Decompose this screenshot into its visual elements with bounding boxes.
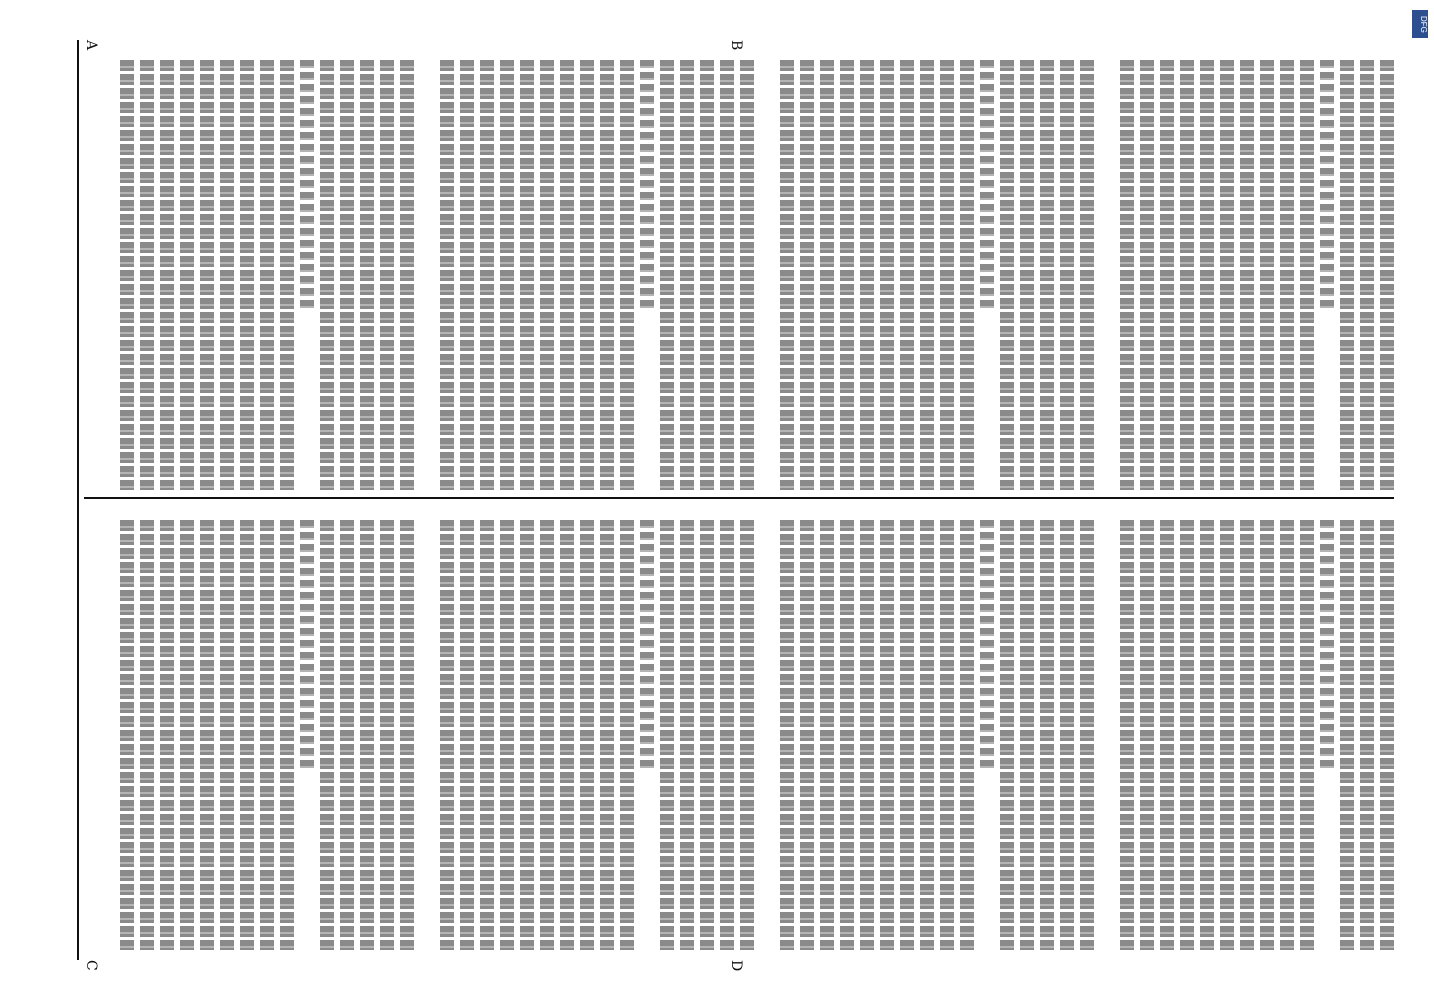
text-line: [1260, 60, 1274, 490]
text-line: [1360, 60, 1374, 490]
text-line: [1300, 60, 1314, 490]
text-line: [860, 520, 874, 950]
text-line: [1040, 60, 1054, 490]
text-line: [1280, 60, 1294, 490]
text-line: [460, 520, 474, 950]
text-line: [340, 60, 354, 490]
text-line: [1180, 60, 1194, 490]
text-line: [1040, 520, 1054, 950]
text-line: [1220, 520, 1234, 950]
text-line: [620, 520, 634, 950]
text-line: [960, 520, 974, 950]
text-line: [800, 60, 814, 490]
text-line: [880, 520, 894, 950]
text-line: [140, 60, 154, 490]
text-line: [580, 60, 594, 490]
text-line: [680, 60, 694, 490]
text-line: [860, 60, 874, 490]
text-line: [180, 520, 194, 950]
text-line: [1320, 60, 1334, 309]
text-line: [660, 60, 674, 490]
text-line: [400, 520, 414, 950]
text-line: [160, 60, 174, 490]
digitization-note: [1410, 20, 1430, 660]
dfg-logo: DFG: [1412, 10, 1428, 38]
text-line: [940, 520, 954, 950]
text-line: [1080, 60, 1094, 490]
marker-c: C: [83, 960, 99, 971]
text-line: [880, 60, 894, 490]
text-line: [460, 60, 474, 490]
text-line: [760, 520, 774, 950]
text-line: [920, 60, 934, 490]
text-line: [300, 520, 314, 769]
text-line: [900, 520, 914, 950]
text-line: [540, 60, 554, 490]
text-line: [960, 60, 974, 490]
marker-b: B: [728, 40, 744, 51]
text-line: [1340, 60, 1354, 490]
text-line: [980, 520, 994, 769]
column-divider: [84, 497, 1394, 499]
text-line: [240, 60, 254, 490]
text-line: [440, 60, 454, 490]
text-line: [600, 60, 614, 490]
text-line: [640, 520, 654, 769]
text-line: [1020, 520, 1034, 950]
text-line: [1220, 60, 1234, 490]
text-line: [1020, 60, 1034, 490]
text-line: [660, 520, 674, 950]
text-line: [920, 520, 934, 950]
text-line: [1080, 520, 1094, 950]
text-line: [180, 60, 194, 490]
text-line: [940, 60, 954, 490]
text-line: [720, 60, 734, 490]
text-line: [120, 60, 134, 490]
text-line: [680, 520, 694, 950]
text-line: [200, 520, 214, 950]
text-line: [500, 60, 514, 490]
text-line: [120, 520, 134, 950]
text-line: [640, 60, 654, 309]
text-line: [360, 520, 374, 950]
text-line: [1320, 520, 1334, 769]
text-line: [620, 60, 634, 490]
text-line: [1200, 520, 1214, 950]
text-line: [240, 520, 254, 950]
text-line: [820, 60, 834, 490]
text-line: [420, 520, 434, 950]
text-line: [1380, 60, 1394, 490]
text-line: [840, 60, 854, 490]
text-line: [1260, 520, 1274, 950]
text-line: [1060, 60, 1074, 490]
text-line: [700, 520, 714, 950]
text-line: [200, 60, 214, 490]
text-line: [1360, 520, 1374, 950]
text-line: [320, 520, 334, 950]
header-rule: [77, 40, 79, 960]
right-column: [89, 520, 1394, 950]
text-line: [520, 60, 534, 490]
text-line: [260, 60, 274, 490]
text-line: [1100, 520, 1114, 950]
text-line: [1000, 60, 1014, 490]
text-line: [1340, 520, 1354, 950]
text-line: [560, 520, 574, 950]
text-line: [780, 520, 794, 950]
text-line: [380, 520, 394, 950]
text-line: [220, 60, 234, 490]
text-line: [820, 520, 834, 950]
text-line: [740, 520, 754, 950]
text-line: [380, 60, 394, 490]
text-line: [520, 520, 534, 950]
text-line: [160, 520, 174, 950]
text-line: [260, 520, 274, 950]
text-line: [900, 60, 914, 490]
text-line: [800, 520, 814, 950]
text-line: [320, 60, 334, 490]
text-line: [840, 520, 854, 950]
text-line: [980, 60, 994, 309]
text-line: [1380, 520, 1394, 950]
text-line: [1300, 520, 1314, 950]
text-line: [560, 60, 574, 490]
text-line: [1140, 520, 1154, 950]
text-line: [760, 60, 774, 490]
text-line: [480, 520, 494, 950]
text-line: [300, 60, 314, 309]
text-line: [1240, 520, 1254, 950]
text-line: [580, 520, 594, 950]
text-line: [600, 520, 614, 950]
text-line: [440, 520, 454, 950]
text-line: [340, 520, 354, 950]
text-line: [700, 60, 714, 490]
text-line: [280, 60, 294, 490]
text-line: [540, 520, 554, 950]
text-line: [1200, 60, 1214, 490]
text-line: [1280, 520, 1294, 950]
text-line: [280, 520, 294, 950]
text-line: [1180, 520, 1194, 950]
text-line: [1060, 520, 1074, 950]
text-line: [220, 520, 234, 950]
marker-d: D: [728, 960, 744, 972]
text-line: [720, 520, 734, 950]
marker-a: A: [83, 40, 99, 51]
text-line: [360, 60, 374, 490]
text-line: [1120, 60, 1134, 490]
text-line: [780, 60, 794, 490]
text-line: [1140, 60, 1154, 490]
text-line: [1120, 520, 1134, 950]
text-line: [1000, 520, 1014, 950]
text-line: [1240, 60, 1254, 490]
text-line: [740, 60, 754, 490]
text-line: [140, 520, 154, 950]
text-line: [480, 60, 494, 490]
page-header: [30, 40, 70, 960]
text-line: [400, 60, 414, 490]
left-column: [89, 60, 1394, 490]
text-line: [1160, 520, 1174, 950]
text-line: [420, 60, 434, 490]
text-line: [1160, 60, 1174, 490]
text-line: [500, 520, 514, 950]
text-line: [1100, 60, 1114, 490]
